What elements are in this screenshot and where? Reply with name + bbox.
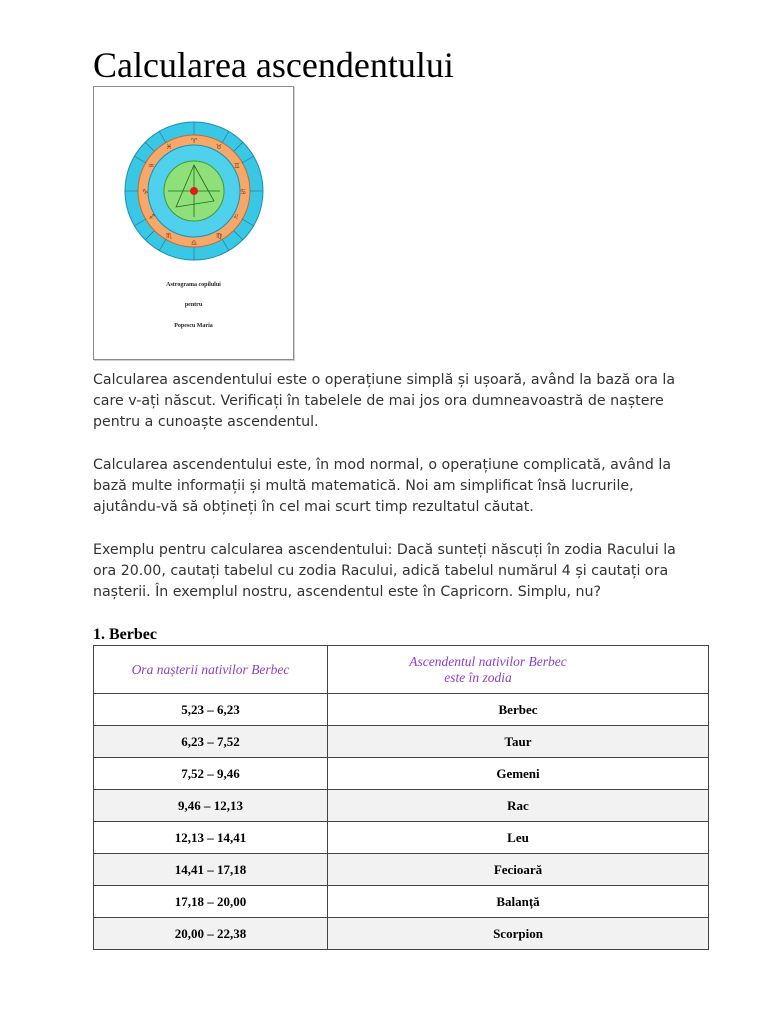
sign-cell: Leu: [328, 822, 709, 854]
header-birth-time: Ora nașterii nativilor Berbec: [94, 646, 328, 694]
astrogram-cover-image: [93, 86, 294, 360]
section-heading-berbec: 1. Berbec: [93, 626, 157, 643]
time-cell: 9,46 – 12,13: [94, 790, 328, 822]
time-cell: 14,41 – 17,18: [94, 854, 328, 886]
sign-cell: Fecioară: [328, 854, 709, 886]
cover-caption-line1: Astrograma copilului: [166, 282, 221, 288]
cover-caption-line2: pentru: [184, 302, 203, 308]
table-row: [94, 886, 709, 918]
intro-paragraph-2: Calcularea ascendentului este, în mod normal, o operațiune complicată, având la bază multe informații și multă matematică. Noi am simplificat însă lucrurile, ajutându-vă să obțineți în cel mai scurt timp rezultatul căutat.: [93, 457, 672, 515]
table-row: [94, 790, 709, 822]
svg-text:♎: ♎: [190, 239, 198, 247]
header-ascendant-line2: este în zodia: [444, 669, 512, 685]
berbec-ascendant-table: [93, 645, 709, 950]
time-cell: 7,52 – 9,46: [94, 758, 328, 790]
example-paragraph: Exemplu pentru calcularea ascendentului: Dacă sunteți născuți în zodia Racului la ora 20.00, cautați tabelul cu zodia Racului, adică tabelul numărul 4 și cautați ora nașterii. În exemplul nostru, ascendentul este în Capricorn. Simplu, nu?: [93, 542, 676, 600]
sign-cell: Taur: [328, 726, 709, 758]
svg-text:♈: ♈: [190, 137, 198, 145]
sign-cell: Gemeni: [328, 758, 709, 790]
time-cell: 20,00 – 22,38: [94, 918, 328, 950]
table-row: [94, 854, 709, 886]
svg-text:♏: ♏: [165, 232, 173, 240]
sign-cell: Rac: [328, 790, 709, 822]
astrogram-wheel-icon: [124, 121, 264, 261]
page-title: Calcularea ascendentului: [93, 45, 454, 85]
sign-cell: Scorpion: [328, 918, 709, 950]
time-cell: 5,23 – 6,23: [94, 694, 328, 726]
time-cell: 12,13 – 14,41: [94, 822, 328, 854]
sign-cell: Balanță: [328, 886, 709, 918]
sign-cell: Berbec: [328, 694, 709, 726]
header-ascendant-line1: Ascendentul nativilor Berbec: [409, 653, 567, 669]
header-ascendant: [328, 646, 709, 694]
table-row: [94, 918, 709, 950]
intro-paragraph-1: Calcularea ascendentului este o operațiune simplă și ușoară, având la bază ora la care v-ați născut. Verificați în tabelele de mai jos ora dumneavoastră de naștere pentru a cunoaște ascendentul.: [93, 372, 676, 430]
time-cell: 6,23 – 7,52: [94, 726, 328, 758]
table-row: [94, 694, 709, 726]
svg-text:♐: ♐: [148, 213, 156, 221]
table-row: [94, 758, 709, 790]
table-row: [94, 822, 709, 854]
cover-caption-line3: Popescu Maria: [174, 323, 213, 329]
svg-text:♌: ♌: [232, 213, 240, 221]
svg-text:♊: ♊: [233, 162, 241, 170]
svg-text:♋: ♋: [239, 188, 247, 196]
time-cell: 17,18 – 20,00: [94, 886, 328, 918]
svg-text:♓: ♓: [165, 143, 173, 151]
svg-text:♑: ♑: [141, 188, 149, 196]
svg-text:♒: ♒: [147, 162, 155, 170]
table-header-row: [94, 646, 709, 694]
table-row: [94, 726, 709, 758]
svg-text:♍: ♍: [215, 232, 223, 240]
svg-text:♉: ♉: [215, 143, 223, 151]
